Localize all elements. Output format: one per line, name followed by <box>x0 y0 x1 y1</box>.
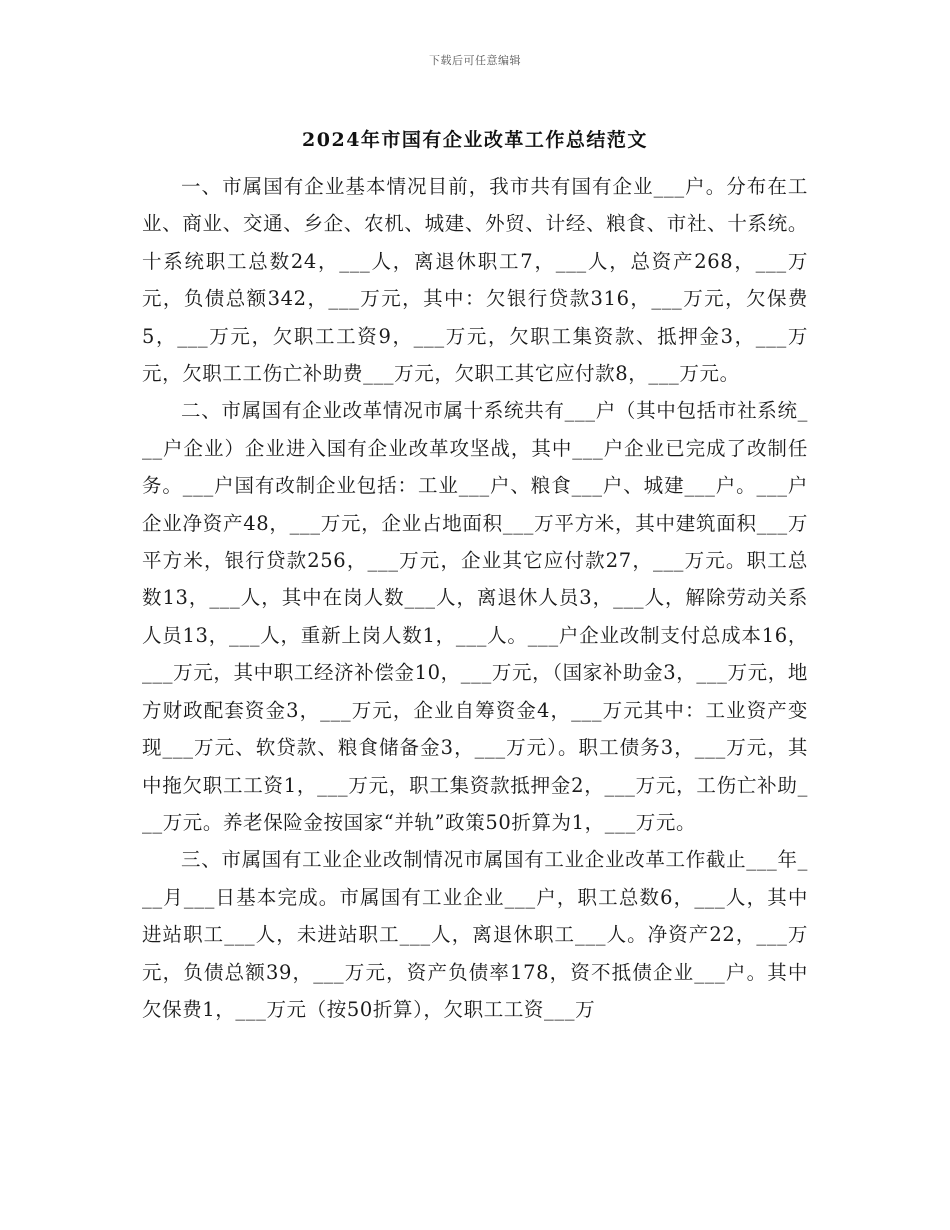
document-body <box>142 168 808 1028</box>
document-title: 2024年市国有企业改革工作总结范文 <box>302 129 648 151</box>
paragraph-3: 三、市属国有工业企业改制情况市属国有工业企业改革工作截止___年___月___日基本完成。市属国有工业企业___户，职工总数6，___人，其中进站职工___人，未进站职工___人，离退休职工___人。净资产22，___万元，负债总额39，___万元，资产负债率178，资不抵债企业___户。其中欠保费1，___万元（按50折算），欠职工工资___万 <box>142 848 808 1021</box>
paragraph-2: 二、市属国有企业改革情况市属十系统共有___户（其中包括市社系统___户企业）企业进入国有企业改革攻坚战，其中___户企业已完成了改制任务。___户国有改制企业包括：工业___户、粮食___户、城建___户。___户企业净资产48，___万元，企业占地面积___万平方米，其中建筑面积___万平方米，银行贷款256，___万元，企业其它应付款27，___万元。职工总数13，___人，其中在岗人数___人，离退休人员3，___人，解除劳动关系人员13，___人，重新上岗人数1，___人。___户企业改制支付总成本16，___万元，其中职工经济补偿金10，___万元，（国家补助金3，___万元，地方财政配套资金3，___万元，企业自筹资金4，___万元其中：工业资产变现___万元、软贷款、粮食储备金3，___万元）。职工债务3，___万元，其中拖欠职工工资1，___万元，职工集资款抵押金2，___万元，工伤亡补助___万元。养老保险金按国家“并轨”政策50折算为1，___万元。 <box>142 399 808 834</box>
header-note: 下载后可任意编辑 <box>429 54 521 67</box>
paragraph-1: 一、市属国有企业基本情况目前，我市共有国有企业___户。分布在工业、商业、交通、乡企、农机、城建、外贸、计经、粮食、市社、十系统。十系统职工总数24，___人，离退休职工7，___人，总资产268，___万元，负债总额342，___万元，其中：欠银行贷款316，___万元，欠保费5，___万元，欠职工工资9，___万元，欠职工集资款、抵押金3，___万元，欠职工工伤亡补助费___万元，欠职工其它应付款8，___万元。 <box>142 175 808 386</box>
